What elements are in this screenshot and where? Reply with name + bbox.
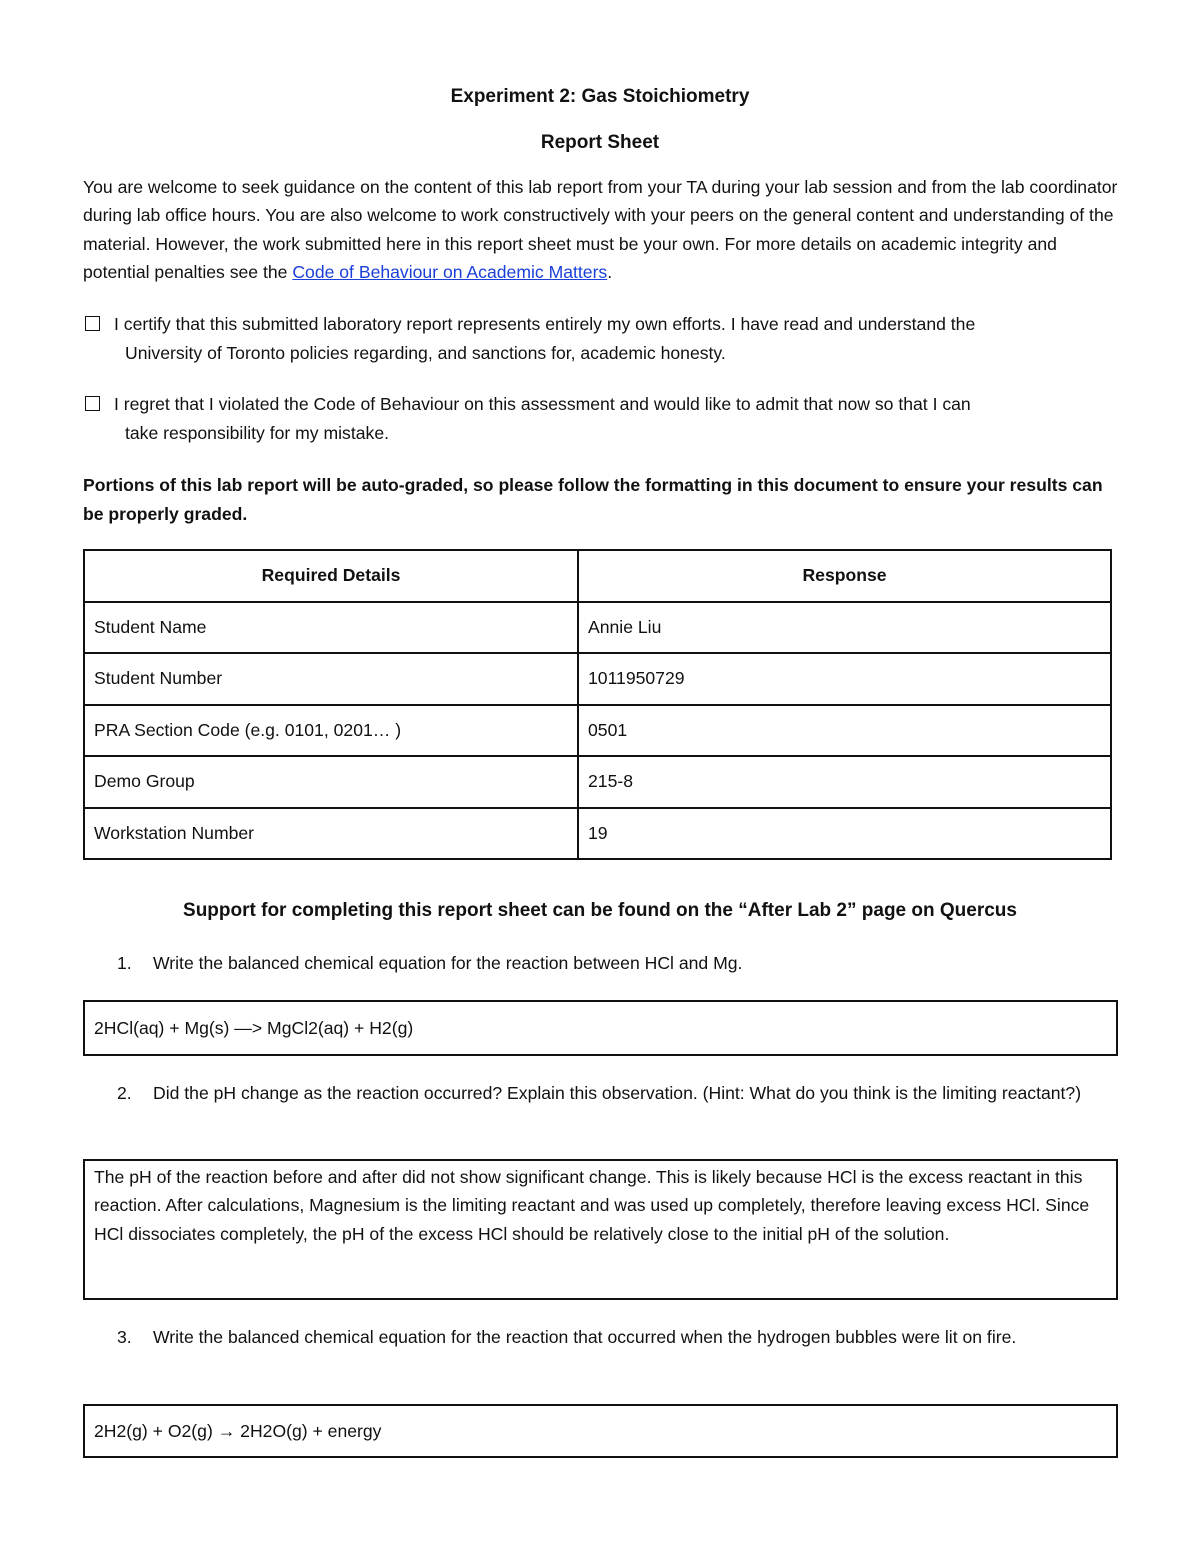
question-text: Did the pH change as the reaction occurred? Explain this observation. (Hint: What do you think is the limiting reactant?) bbox=[153, 1083, 1082, 1103]
question-text: Write the balanced chemical equation for the reaction between HCl and Mg. bbox=[153, 953, 743, 973]
answer-box-3[interactable]: 2H2(g) + O2(g) → 2H2O(g) + energy bbox=[83, 1404, 1118, 1458]
intro-text: You are welcome to seek guidance on the content of this lab report from your TA during your lab session and from the lab coordinator during lab office hours. You are also welcome to work constructively with your peers on the general content and understanding of the material. However, the work submitted here in this report sheet must be your own. For more details on academic integrity and potential penalties see the bbox=[83, 177, 1118, 282]
table-row bbox=[84, 653, 1111, 705]
pra-section-value[interactable]: 0501 bbox=[578, 705, 1111, 757]
support-heading: Support for completing this report sheet can be found on the “After Lab 2” page on Quercus bbox=[183, 900, 1017, 921]
table-header-row bbox=[84, 550, 1111, 602]
row-label: Student Name bbox=[84, 602, 578, 654]
header-required-details: Required Details bbox=[84, 550, 578, 602]
certify-text-a: I certify that this submitted laboratory report represents entirely my own efforts. I have read and understand the bbox=[114, 314, 976, 334]
intro-paragraph bbox=[83, 173, 1123, 286]
row-label: Demo Group bbox=[84, 756, 578, 808]
question-number: 1. bbox=[117, 953, 132, 973]
checkbox-row-certify bbox=[85, 310, 1125, 367]
autograde-note: Portions of this lab report will be auto-graded, so please follow the formatting in this document to ensure your results can be properly graded. bbox=[83, 475, 1103, 524]
certify-checkbox[interactable] bbox=[85, 316, 100, 331]
certify-text-b: University of Toronto policies regarding, and sanctions for, academic honesty. bbox=[125, 342, 726, 363]
question-text: Write the balanced chemical equation for the reaction that occurred when the hydrogen bubbles were lit on fire. bbox=[153, 1327, 1017, 1347]
page-title: Experiment 2: Gas Stoichiometry bbox=[450, 86, 750, 107]
required-details-table bbox=[83, 549, 1112, 860]
regret-checkbox[interactable] bbox=[85, 396, 100, 411]
question-1 bbox=[117, 949, 1117, 978]
question-3 bbox=[117, 1323, 1117, 1352]
table-row bbox=[84, 602, 1111, 654]
question-number: 3. bbox=[117, 1327, 132, 1347]
question-number: 2. bbox=[117, 1083, 132, 1103]
page-subtitle: Report Sheet bbox=[540, 132, 660, 153]
demo-group-value[interactable]: 215-8 bbox=[578, 756, 1111, 808]
row-label: Student Number bbox=[84, 653, 578, 705]
student-number-value[interactable]: 1011950729 bbox=[578, 653, 1111, 705]
answer-box-2[interactable]: The pH of the reaction before and after did not show significant change. This is likely because HCl is the excess reactant in this reaction. After calculations, Magnesium is the limiting reactant and was used up completely, therefore leaving excess HCl. Since HCl dissociates completely, the pH of the excess HCl should be relatively close to the initial pH of the solution. bbox=[83, 1159, 1118, 1300]
header-response: Response bbox=[578, 550, 1111, 602]
regret-text-b: take responsibility for my mistake. bbox=[125, 422, 389, 443]
student-name-value[interactable]: Annie Liu bbox=[578, 602, 1111, 654]
regret-text-a: I regret that I violated the Code of Behaviour on this assessment and would like to admit that now so that I can bbox=[114, 394, 971, 414]
question-2 bbox=[117, 1079, 1117, 1108]
intro-end: . bbox=[607, 261, 613, 282]
code-of-behaviour-link[interactable]: Code of Behaviour on Academic Matters bbox=[292, 261, 608, 282]
answer-box-1[interactable]: 2HCl(aq) + Mg(s) —> MgCl2(aq) + H2(g) bbox=[83, 1000, 1118, 1056]
table-row bbox=[84, 756, 1111, 808]
checkbox-row-regret bbox=[85, 390, 1125, 447]
workstation-value[interactable]: 19 bbox=[578, 808, 1111, 860]
table-row bbox=[84, 808, 1111, 860]
row-label: PRA Section Code (e.g. 0101, 0201… ) bbox=[84, 705, 578, 757]
row-label: Workstation Number bbox=[84, 808, 578, 860]
table-row bbox=[84, 705, 1111, 757]
